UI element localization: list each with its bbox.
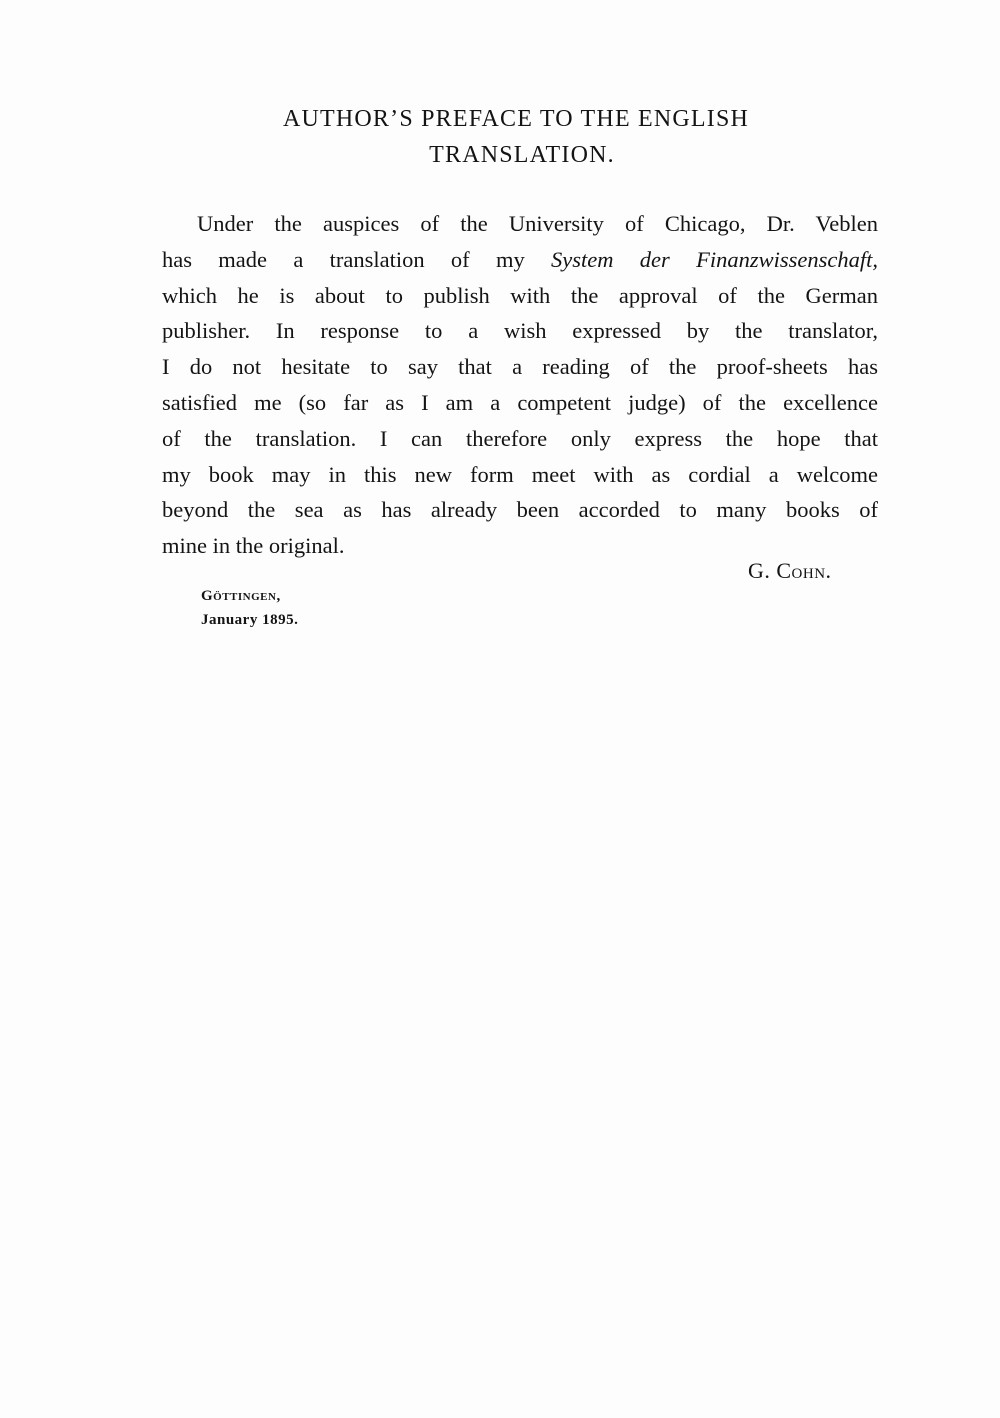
- paragraph-line: mine in the original.: [162, 533, 345, 559]
- paragraph-line: [162, 242, 878, 278]
- preface-paragraph: [162, 206, 878, 564]
- place-name: Göttingen,: [201, 588, 281, 604]
- paragraph-line: beyond the sea as has already been accorded to many books of: [162, 497, 878, 523]
- paragraph-line: satisfied me (so far as I am a competent judge) of the excellence: [162, 389, 878, 415]
- paragraph-line: I do not hesitate to say that a reading of the proof-sheets has: [162, 354, 878, 380]
- paragraph-line: which he is about to publish with the approval of the German: [162, 282, 878, 308]
- paragraph-line: my book may in this new form meet with as cordial a welcome: [162, 461, 878, 487]
- author-signature: G. Cohn.: [748, 558, 832, 583]
- preface-heading-line1: AUTHOR’S PREFACE TO THE ENGLISH: [282, 106, 750, 132]
- book-title: System der Finanzwissenschaft,: [551, 246, 878, 272]
- paragraph-line-text: has made a translation of my: [162, 246, 552, 272]
- paragraph-line: of the translation. I can therefore only express the hope that: [162, 425, 878, 451]
- preface-heading-line2: TRANSLATION.: [429, 142, 615, 168]
- date: January 1895.: [201, 612, 299, 628]
- paragraph-line: publisher. In response to a wish expressed by the translator,: [162, 318, 878, 344]
- place-and-date: [201, 584, 298, 632]
- paragraph-line: Under the auspices of the University of Chicago, Dr. Veblen: [197, 211, 878, 236]
